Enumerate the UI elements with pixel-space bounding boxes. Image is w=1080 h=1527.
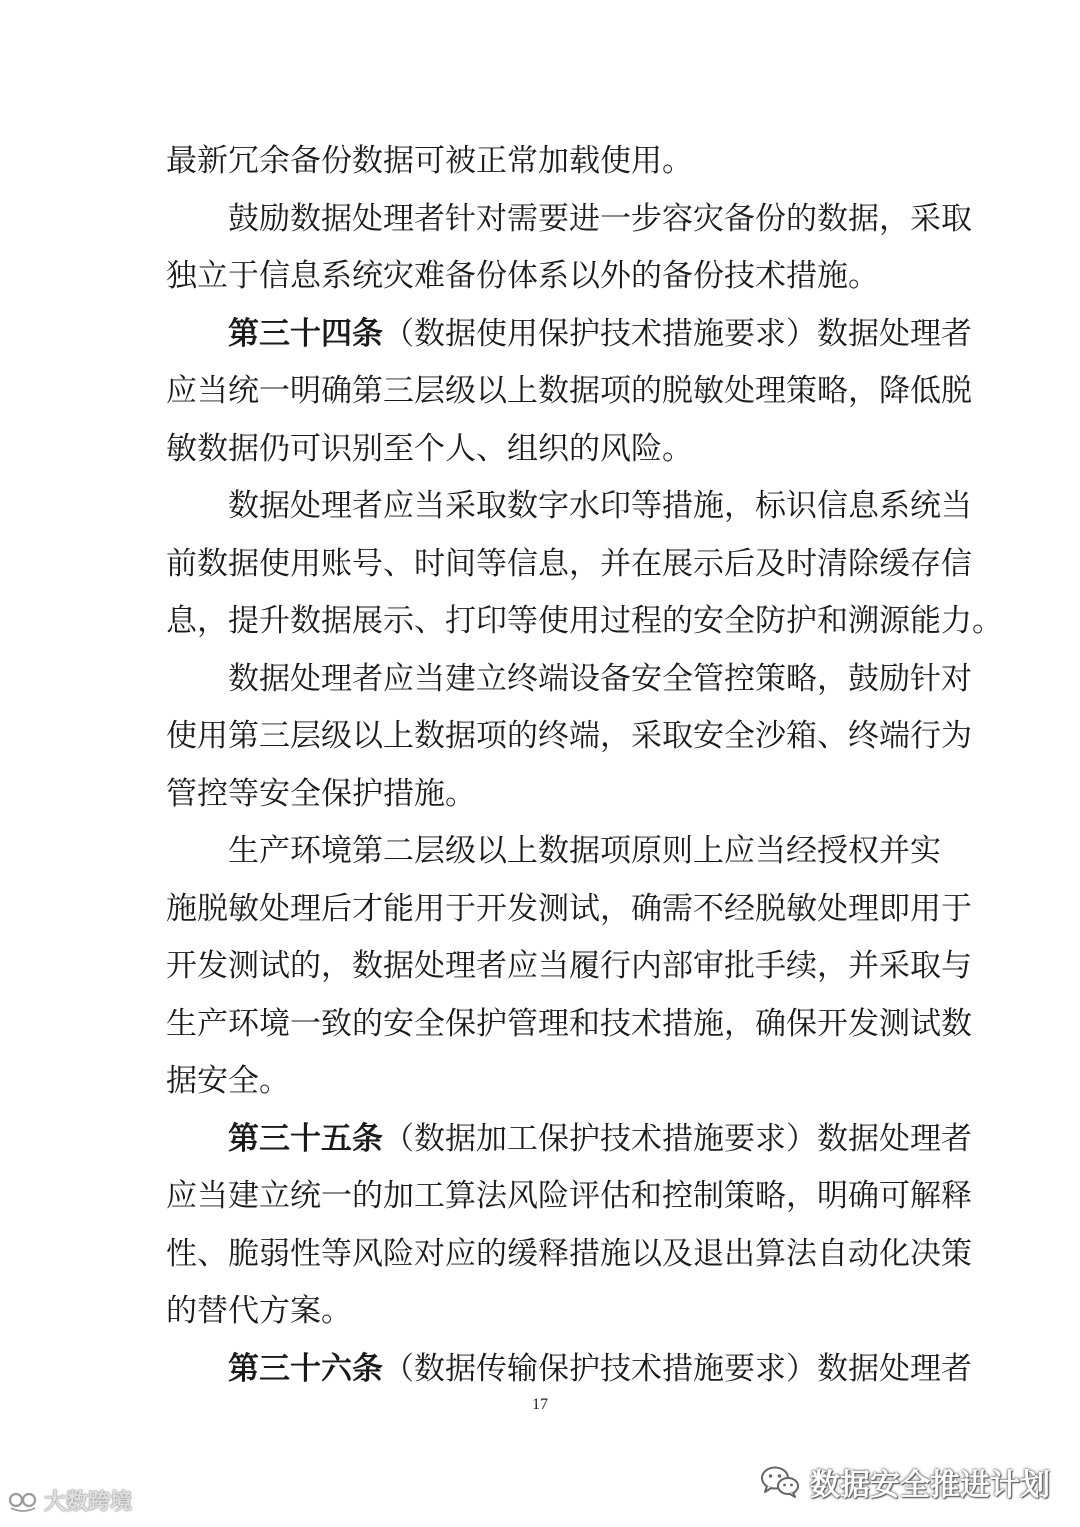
page-number: 17 xyxy=(532,1396,548,1413)
text-line: 最新冗余备份数据可被正常加载使用。 xyxy=(166,143,693,179)
text-line: 的替代方案。 xyxy=(166,1293,352,1329)
account-watermark xyxy=(760,1460,1050,1504)
article-35-line xyxy=(166,1111,972,1169)
text-line: 施脱敏处理后才能用于开发测试，确需不经脱敏处理即用于 xyxy=(166,890,972,927)
article-35-title: （数据加工保护技术措施要求）数据处理者 xyxy=(383,1120,972,1157)
text-line: 生产环境一致的安全保护管理和技术措施，确保开发测试数 xyxy=(166,1005,972,1042)
text-line: 使用第三层级以上数据项的终端，采取安全沙箱、终端行为 xyxy=(166,718,972,754)
text-line: 独立于信息系统灾难备份体系以外的备份技术措施。 xyxy=(166,258,879,294)
text-line: 息，提升数据展示、打印等使用过程的安全防护和溯源能力。 xyxy=(166,603,1003,639)
brand-logo-icon xyxy=(8,1488,38,1512)
brand-watermark xyxy=(8,1484,132,1516)
text-line: 管控等安全保护措施。 xyxy=(166,775,476,812)
text-line: 开发测试的，数据处理者应当履行内部审批手续，并采取与 xyxy=(166,948,972,984)
article-34-line xyxy=(166,306,972,364)
article-34-heading: 第三十四条 xyxy=(228,315,383,352)
text-line: 前数据使用账号、时间等信息，并在展示后及时清除缓存信 xyxy=(166,545,972,582)
wechat-icon xyxy=(760,1465,800,1499)
text-line: 敏数据仍可识别至个人、组织的风险。 xyxy=(166,430,693,467)
article-35-heading: 第三十五条 xyxy=(228,1120,383,1157)
text-line: 鼓励数据处理者针对需要进一步容灾备份的数据，采取 xyxy=(228,200,972,237)
text-line: 生产环境第二层级以上数据项原则上应当经授权并实 xyxy=(228,833,941,869)
text-line: 性、脆弱性等风险对应的缓释措施以及退出算法自动化决策 xyxy=(166,1235,972,1272)
article-36-heading: 第三十六条 xyxy=(228,1350,383,1387)
text-line: 应当建立统一的加工算法风险评估和控制策略，明确可解释 xyxy=(166,1178,972,1214)
text-line: 数据处理者应当建立终端设备安全管控策略，鼓励针对 xyxy=(228,660,972,697)
article-34-title: （数据使用保护技术措施要求）数据处理者 xyxy=(383,315,972,352)
text-line: 据安全。 xyxy=(166,1063,290,1099)
brand-watermark-text: 大数跨境 xyxy=(44,1489,133,1515)
article-36-title: （数据传输保护技术措施要求）数据处理者 xyxy=(383,1350,972,1387)
text-line: 应当统一明确第三层级以上数据项的脱敏处理策略，降低脱 xyxy=(166,373,972,409)
body-text xyxy=(166,133,1003,1398)
article-36-line xyxy=(166,1341,972,1399)
text-line: 数据处理者应当采取数字水印等措施，标识信息系统当 xyxy=(228,488,972,524)
account-watermark-text: 数据安全推进计划 xyxy=(810,1468,1050,1503)
